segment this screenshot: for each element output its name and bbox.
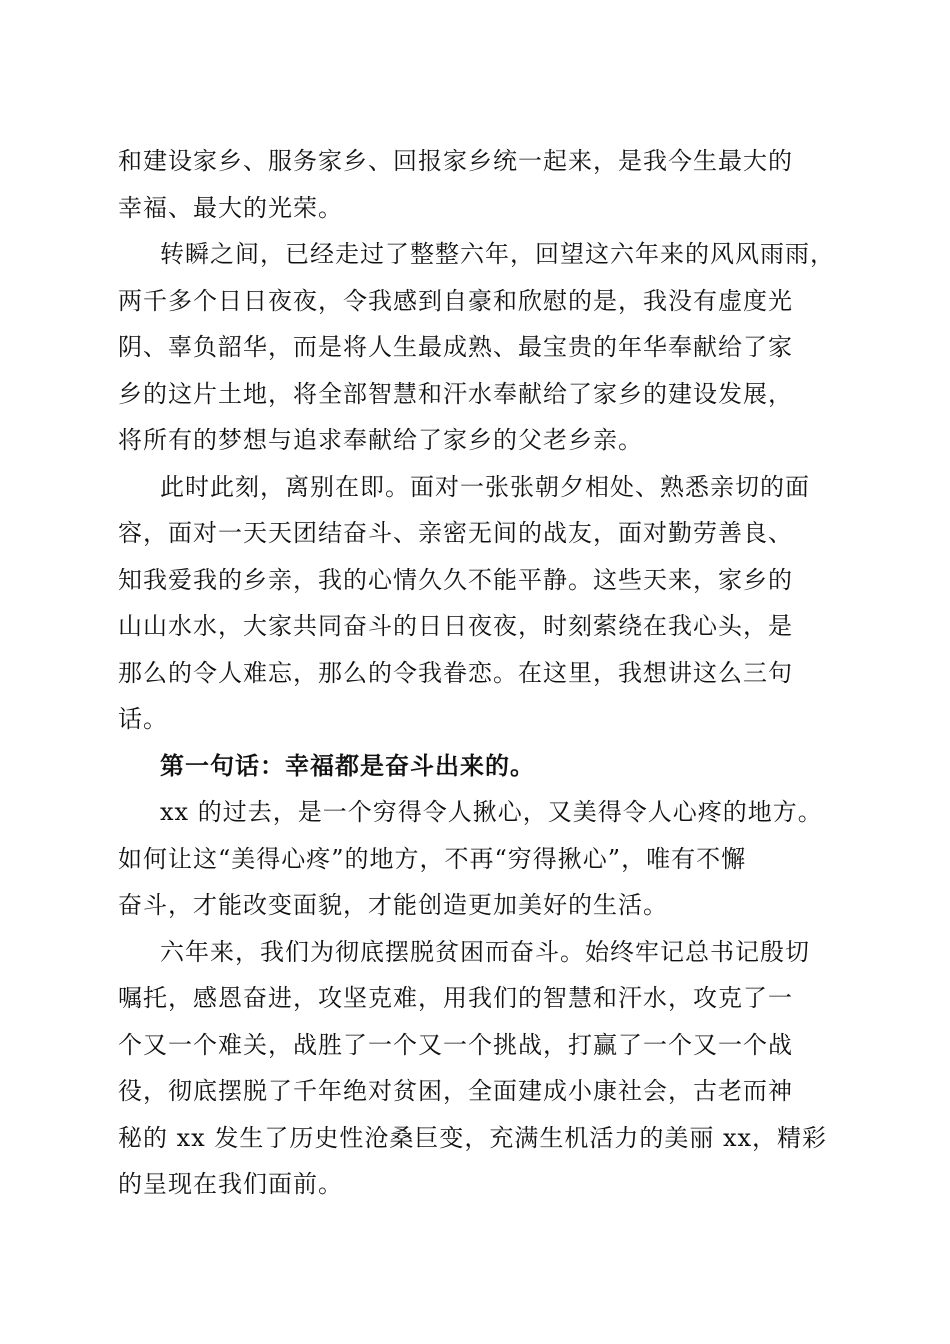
- paragraph-start-line: 此时此刻，离别在即。面对一张张朝夕相处、熟悉亲切的面: [160, 472, 810, 501]
- text-line: 阴、辜负韶华，而是将人生最成熟、最宝贵的年华奉献给了家: [118, 333, 793, 361]
- text-line: 话。: [118, 705, 168, 733]
- text-line: 秘的 xx 发生了历史性沧桑巨变，充满生机活力的美丽 xx，精彩: [118, 1123, 828, 1152]
- text-line: 两千多个日日夜夜，令我感到自豪和欣慰的是，我没有虚度光: [118, 286, 793, 315]
- text-line: 奋斗，才能改变面貌，才能创造更加美好的生活。: [118, 891, 668, 919]
- text-line: 乡的这片土地，将全部智慧和汗水奉献给了家乡的建设发展，: [118, 379, 793, 408]
- text-line: 那么的令人难忘，那么的令我眷恋。在这里，我想讲这么三句: [118, 658, 793, 687]
- text-line: 嘱托，感恩奋进，攻坚克难，用我们的智慧和汗水，攻克了一: [118, 984, 793, 1012]
- text-line: 知我爱我的乡亲，我的心情久久不能平静。这些天来，家乡的: [118, 565, 793, 594]
- paragraph-start-line: xx 的过去，是一个穷得令人揪心，又美得令人心疼的地方。: [160, 798, 823, 826]
- text-line: 和建设家乡、服务家乡、回报家乡统一起来，是我今生最大的: [118, 147, 793, 175]
- text-line: 容，面对一天天团结奋斗、亲密无间的战友，面对勤劳善良、: [118, 519, 793, 547]
- paragraph-start-line: 六年来，我们为彻底摆脱贫困而奋斗。始终牢记总书记殷切: [160, 937, 810, 966]
- text-line: 役，彻底摆脱了千年绝对贫困，全面建成小康社会，古老而神: [118, 1077, 793, 1105]
- text-line: 如何让这“美得心疼”的地方，不再“穷得揪心”，唯有不懈: [118, 844, 747, 873]
- text-line: 幸福、最大的光荣。: [118, 193, 343, 222]
- section-heading: 第一句话：幸福都是奋斗出来的。: [160, 750, 535, 780]
- text-line: 个又一个难关，战胜了一个又一个挑战，打赢了一个又一个战: [118, 1030, 793, 1059]
- document-body: [118, 138, 840, 1208]
- paragraph-start-line: 转瞬之间，已经走过了整整六年，回望这六年来的风风雨雨，: [160, 240, 835, 268]
- text-line: 山山水水，大家共同奋斗的日日夜夜，时刻萦绕在我心头，是: [118, 612, 793, 640]
- text-line: 将所有的梦想与追求奉献给了家乡的父老乡亲。: [118, 426, 643, 454]
- text-line: 的呈现在我们面前。: [118, 1170, 343, 1198]
